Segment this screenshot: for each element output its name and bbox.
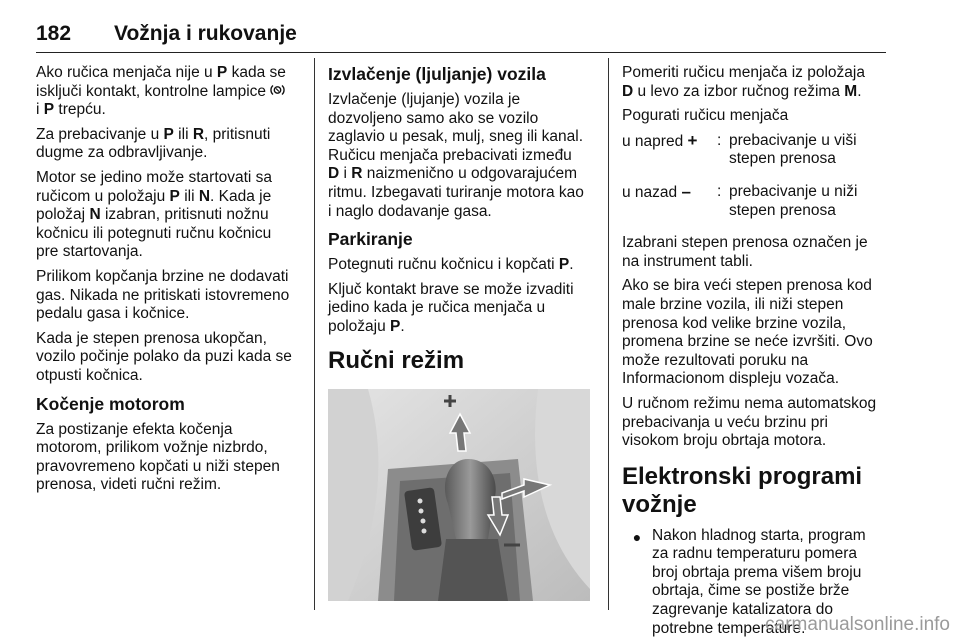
bullet-dot-icon: ● bbox=[632, 528, 642, 545]
section-heading-large: Ručni režim bbox=[328, 346, 465, 374]
paragraph: Ako ručica menjača nije u P kada se isključi kontakt, kontrolne lampice i P trepću. bbox=[36, 64, 286, 119]
paragraph: Pomeriti ručicu menjača iz položaja D u levo za izbor ručnog režima M. bbox=[622, 64, 865, 100]
page-number: 182 bbox=[36, 22, 72, 45]
minus-symbol: – bbox=[681, 181, 691, 201]
watermark: carmanualsonline.info bbox=[765, 614, 950, 635]
definition-row bbox=[622, 132, 892, 169]
definition-key: u nazad bbox=[622, 183, 678, 201]
paragraph: Ključ kontakt brave se može izvaditi jedino kada je ručica menjača u položaju P. bbox=[328, 280, 574, 335]
column-divider bbox=[608, 58, 609, 610]
section-heading: Izvlačenje (ljuljanje) vozila bbox=[328, 64, 546, 84]
paragraph: Pogurati ručicu menjača bbox=[622, 107, 789, 125]
definition-separator: : bbox=[717, 182, 722, 200]
section-heading: Kočenje motorom bbox=[36, 393, 185, 414]
section-heading-large: Elektronski programi vožnje bbox=[622, 462, 863, 518]
definition-key: u napred bbox=[622, 132, 684, 150]
paragraph: Za postizanje efekta kočenja motorom, prilikom vožnje nizbrdo, pravovremeno kopčati u niži stepen prenosa, videti ručni režim. bbox=[36, 420, 280, 494]
paragraph: Potegnuti ručnu kočnicu i kopčati P. bbox=[328, 256, 574, 274]
definition-value: prebacivanje u niži stepen prenosa bbox=[729, 182, 858, 219]
page-title: Vožnja i rukovanje bbox=[114, 22, 297, 45]
paragraph: Izvlačenje (ljujanje) vozila je dozvoljeno samo ako se vozilo zaglavio u pesak, mulj, sneg ili kanal. Ručicu menjača prebacivati između D i R naizmenično u odgovarajućem ritmu. Izbegavati turiranje motora kao i naglo dodavanje gasa. bbox=[328, 91, 584, 220]
paragraph: Za prebacivanje u P ili R, pritisnuti dugme za odbravljivanje. bbox=[36, 125, 271, 162]
paragraph: U ručnom režimu nema automatskog prebacivanja u veću brzinu pri visokom broju obrtaja motora. bbox=[622, 394, 877, 450]
page-header bbox=[36, 22, 886, 53]
definition-separator: : bbox=[717, 131, 722, 149]
paragraph: Motor se jedino može startovati sa ručicom u položaju P ili N. Kada je položaj N izabran, pritisnuti nožnu kočnicu ili potegnuti ručnu kočnicu pre startovanja. bbox=[36, 168, 273, 261]
column-divider bbox=[314, 58, 315, 610]
paragraph: Ako se bira veći stepen prenosa kod male brzine vozila, ili niži stepen prenosa kod velike brzine vozila, promena brzine se neće izvršiti. Ovo može rezultovati poruku na Informacionom displeju vozača. bbox=[622, 277, 873, 388]
column-right bbox=[622, 64, 892, 638]
paragraph: Prilikom kopčanja brzine ne dodavati gas. Nikada ne pritiskati istovremeno pedalu gasa i kočnice. bbox=[36, 267, 290, 323]
bullet-text: Nakon hladnog starta, program za radnu temperaturu pomera broj obrtaja prema višem broju obrtaja, čime se postiže brže zagrevanje katalizatora do potrebne temperature. bbox=[652, 526, 866, 637]
column-middle bbox=[328, 64, 596, 606]
plus-symbol: + bbox=[687, 130, 698, 150]
definition-value: prebacivanje u viši stepen prenosa bbox=[729, 131, 857, 168]
paragraph: Kada je stepen prenosa ukopčan, vozilo počinje polako da puzi kada se otpusti kočnica. bbox=[36, 329, 292, 384]
section-heading: Parkiranje bbox=[328, 229, 413, 250]
paragraph: Izabrani stepen prenosa označen je na instrument tabli. bbox=[622, 234, 868, 270]
gear-lever-illustration bbox=[328, 389, 590, 601]
column-left bbox=[36, 64, 302, 501]
warning-lamp-icon bbox=[270, 83, 285, 97]
definition-row bbox=[622, 183, 892, 220]
